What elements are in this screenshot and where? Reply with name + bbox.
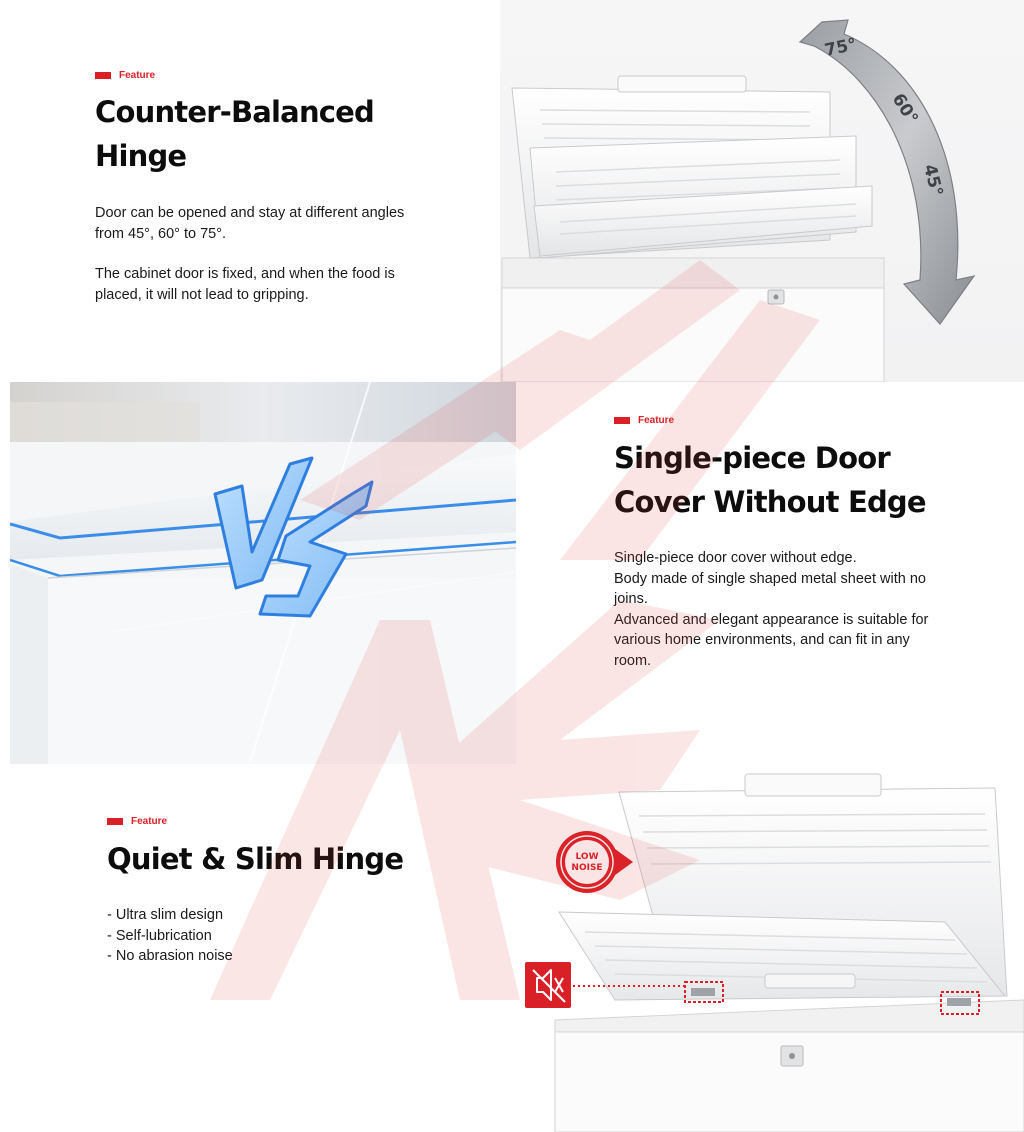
feature-line: Single-piece door cover without edge.: [614, 550, 857, 566]
feature-tag: [95, 70, 155, 81]
feature-title-line2: Hinge: [95, 139, 187, 173]
feature-section-hinge: [0, 0, 1024, 382]
badge-line1: LOW: [575, 852, 599, 862]
feature-tag-marker: [614, 417, 630, 424]
bullet-item: - No abrasion noise: [107, 948, 233, 964]
feature-title: Quiet & Slim Hinge: [107, 842, 404, 876]
feature-tag-marker: [95, 72, 111, 79]
angle-label-60: 60°: [887, 90, 922, 128]
watermark-text: AES: [0, 0, 2, 1]
feature-tag: [107, 816, 167, 827]
angle-label-45: 45°: [919, 162, 947, 199]
feature-description: [95, 203, 425, 305]
freezer-hinge-illustration: [515, 764, 1024, 1132]
feature-section-door-cover: [0, 382, 1024, 764]
feature-line: Body made of single shaped metal sheet with no joins.: [614, 570, 926, 607]
badge-line2: NOISE: [571, 863, 603, 873]
door-edge-comparison-image: [10, 382, 516, 764]
feature-bullets: [107, 905, 407, 967]
feature-title-line1: Single-piece Door: [614, 441, 890, 475]
bullet-item: - Self-lubrication: [107, 927, 212, 944]
feature-tag: [614, 415, 674, 426]
feature-line: Advanced and elegant appearance is suitable for various home environments, and can fit in any room.: [614, 611, 929, 669]
mute-speaker-icon: [525, 962, 571, 1008]
bullet-item: - Ultra slim design: [107, 907, 224, 923]
feature-paragraph: The cabinet door is fixed, and when the food is placed, it will not lead to gripping.: [95, 266, 395, 303]
low-noise-badge: [556, 831, 633, 893]
angle-label-75: 75°: [822, 34, 859, 61]
freezer-hinge-image: [515, 764, 1024, 1132]
feature-title: [614, 436, 994, 524]
feature-tag-label: Feature: [638, 415, 675, 426]
door-edge-illustration: [10, 382, 516, 764]
feature-section-quiet-hinge: [0, 764, 1024, 1132]
feature-tag-label: Feature: [119, 70, 156, 81]
feature-title-line2: Cover Without Edge: [614, 485, 926, 519]
feature-tag-label: Feature: [131, 816, 168, 827]
feature-title: [95, 90, 455, 178]
feature-title-line1: Counter-Balanced: [95, 95, 375, 129]
feature-tag-marker: [107, 818, 123, 825]
feature-paragraph: Door can be opened and stay at different angles from 45°, 60° to 75°.: [95, 205, 405, 242]
feature-description: [614, 548, 934, 671]
freezer-angles-illustration: [500, 0, 1024, 382]
freezer-open-angles-image: [500, 0, 1024, 382]
